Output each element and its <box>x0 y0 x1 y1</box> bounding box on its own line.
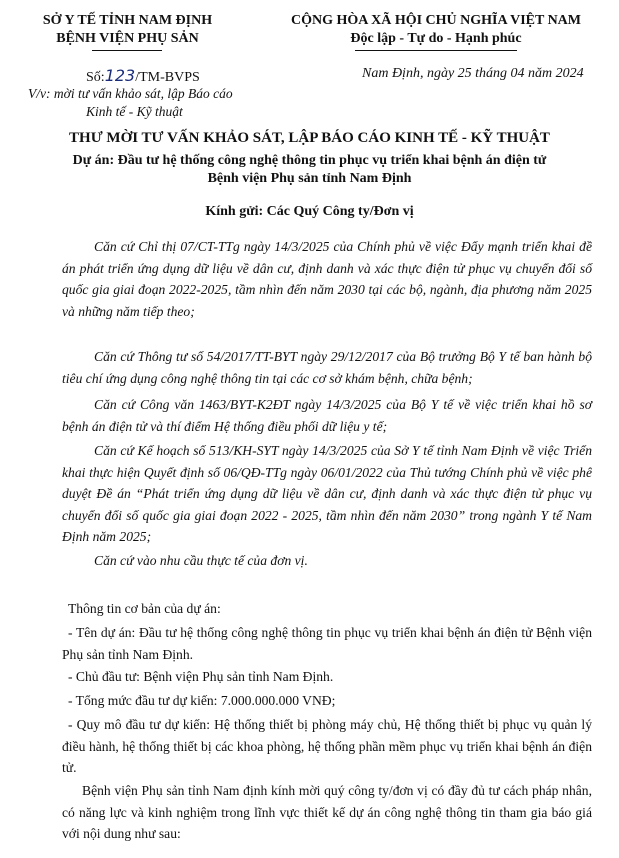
letter-title: THƯ MỜI TƯ VẤN KHẢO SÁT, LẬP BÁO CÁO KINH TẾ - KỸ THUẬT <box>69 130 550 146</box>
place-date: Nam Định, ngày 25 tháng 04 năm 2024 <box>362 66 584 81</box>
subject-line-2: Kinh tế - Kỹ thuật <box>86 104 183 119</box>
document-number-handwritten: 123 <box>104 66 136 85</box>
document-number-prefix: Số: <box>86 70 105 85</box>
info-item-owner: - Chủ đầu tư: Bệnh viện Phụ sản tỉnh Nam Định. <box>68 669 334 684</box>
basis-paragraph-2: Căn cứ Thông tư số 54/2017/TT-BYT ngày 29/12/2017 của Bộ trưởng Bộ Y tế ban hành bộ tiêu chí ứng dụng công nghệ thông tin tại các cơ sở khám bệnh, chữa bệnh; <box>62 349 592 386</box>
document-number-suffix: /TM-BVPS <box>135 70 200 85</box>
info-heading: Thông tin cơ bản của dự án: <box>68 601 221 616</box>
issuing-department: SỞ Y TẾ TỈNH NAM ĐỊNH <box>42 13 213 28</box>
project-line-2: Bệnh viện Phụ sản tỉnh Nam Định <box>207 171 412 186</box>
basis-paragraph-5: Căn cứ vào nhu cầu thực tế của đơn vị. <box>94 553 308 568</box>
closing-paragraph: Bệnh viện Phụ sản tỉnh Nam định kính mời quý công ty/đơn vị có đầy đủ tư cách pháp nhân, có năng lực và kinh nghiệm trong lĩnh vực thiết kế dự án công nghệ thông tin tham gia báo giá với nội dung như sau: <box>62 783 592 842</box>
subject-line-1: V/v: mời tư vấn khảo sát, lập Báo cáo <box>28 86 233 101</box>
right-header-rule <box>355 50 517 51</box>
greeting: Kính gửi: Các Quý Công ty/Đơn vị <box>205 204 414 219</box>
basis-paragraph-3: Căn cứ Công văn 1463/BYT-K2ĐT ngày 14/3/2025 của Bộ Y tế về việc triển khai hồ sơ bệnh án điện tử và thí điểm Hệ thống điều phối dữ liệu y tế; <box>62 397 592 434</box>
info-item-scope: - Quy mô đầu tư dự kiến: Hệ thống thiết bị phòng máy chủ, Hệ thống thiết bị phục vụ quản lý điều hành, hệ thống thiết bị các khoa phòng, hệ thống phần mềm phục vụ triển khai bệnh án điện tử. <box>62 717 592 776</box>
project-line-1: Dự án: Đầu tư hệ thống công nghệ thông tin phục vụ triển khai bệnh án điện tử <box>72 153 547 168</box>
info-item-budget: - Tổng mức đầu tư dự kiến: 7.000.000.000 VNĐ; <box>68 693 336 708</box>
national-motto: Độc lập - Tự do - Hạnh phúc <box>350 31 522 46</box>
left-header-rule <box>92 50 162 51</box>
national-title: CỘNG HÒA XÃ HỘI CHỦ NGHĨA VIỆT NAM <box>290 13 581 28</box>
issuing-hospital: BỆNH VIỆN PHỤ SẢN <box>56 31 199 46</box>
basis-paragraph-1: Căn cứ Chỉ thị 07/CT-TTg ngày 14/3/2025 của Chính phủ về việc Đẩy mạnh triển khai đề án phát triển ứng dụng dữ liệu về dân cư, định danh và xác thực điện tử phục vụ chuyển đổi số quốc gia giai đoạn 2022-2025, tầm nhìn đến năm 2030 tại các bộ, ngành, địa phương năm 2025 và những năm tiếp theo; <box>62 239 592 319</box>
info-item-name: - Tên dự án: Đầu tư hệ thống công nghệ thông tin phục vụ triển khai bệnh án điện tử Bệnh viện Phụ sản tỉnh Nam Định. <box>62 625 592 662</box>
basis-paragraph-4: Căn cứ Kế hoạch số 513/KH-SYT ngày 14/3/2025 của Sở Y tế tỉnh Nam Định về việc Triển khai thực hiện Quyết định số 06/QĐ-TTg ngày 06/01/2022 của Thủ tướng Chính phủ về việc phê duyệt Đề án “Phát triển ứng dụng dữ liệu về dân cư, định danh và xác thực điện tử phục vụ chuyển đổi số quốc gia giai đoạn 2022 - 2025, tầm nhìn đến năm 2030” trong ngành Y tế Nam Định năm 2025; <box>62 443 592 545</box>
document-number <box>86 66 200 86</box>
